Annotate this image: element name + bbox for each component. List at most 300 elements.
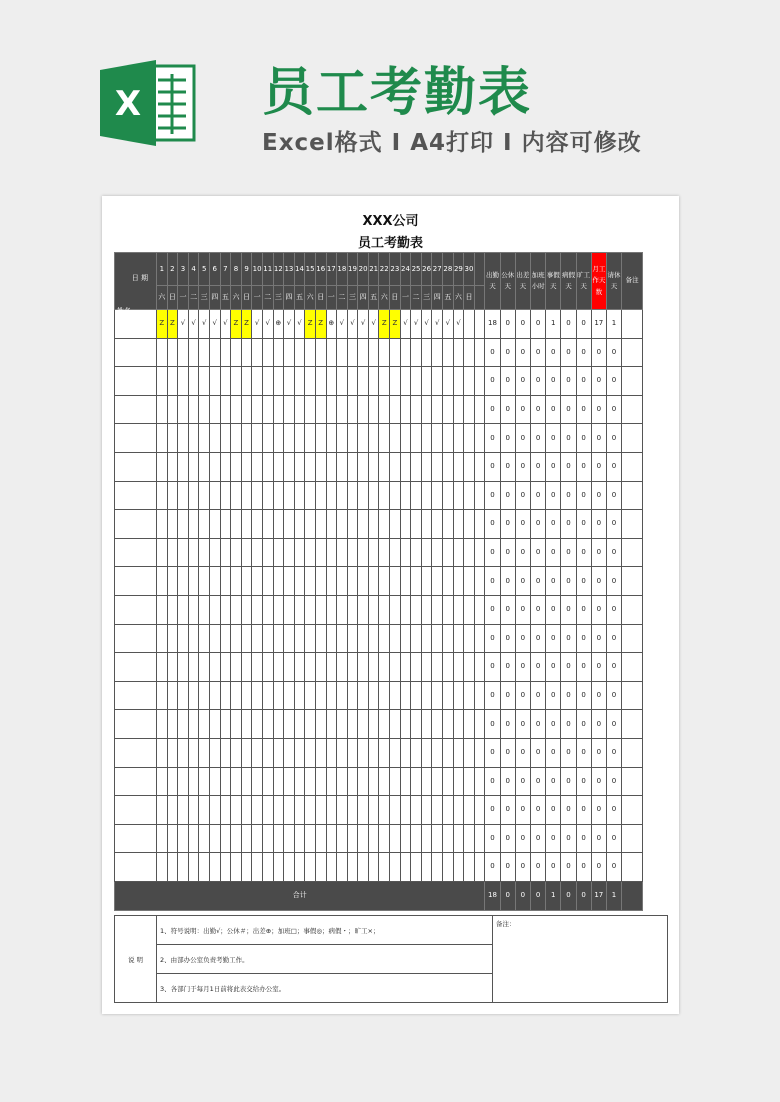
attendance-cell: [273, 796, 284, 825]
attendance-cell: [188, 681, 199, 710]
attendance-cell: [453, 796, 464, 825]
attendance-cell: [326, 824, 337, 853]
summary-cell: 0: [515, 538, 530, 567]
attendance-cell: [358, 681, 369, 710]
attendance-cell: [443, 481, 454, 510]
attendance-cell: [315, 796, 326, 825]
attendance-cell: [379, 738, 390, 767]
attendance-cell: [188, 624, 199, 653]
attendance-cell: [358, 424, 369, 453]
attendance-cell: [432, 738, 443, 767]
employee-name-cell: [115, 738, 157, 767]
attendance-cell: [421, 567, 432, 596]
attendance-cell: [443, 653, 454, 682]
attendance-cell: [284, 338, 295, 367]
summary-cell: 0: [500, 424, 515, 453]
attendance-cell: [421, 624, 432, 653]
attendance-cell: [273, 681, 284, 710]
attendance-sheet: [102, 196, 679, 1014]
weekday-header: 日: [464, 286, 475, 310]
attendance-cell: [178, 452, 189, 481]
day-header: 4: [188, 253, 199, 286]
attendance-cell: [453, 510, 464, 539]
attendance-cell: [474, 567, 485, 596]
attendance-cell: [231, 767, 242, 796]
attendance-cell: [262, 796, 273, 825]
day-header: 3: [178, 253, 189, 286]
summary-cell: 0: [515, 395, 530, 424]
summary-cell: 0: [606, 338, 621, 367]
attendance-cell: [315, 767, 326, 796]
summary-cell: 0: [485, 624, 500, 653]
remark-cell: [622, 338, 643, 367]
attendance-cell: [199, 824, 210, 853]
remark-cell: [622, 767, 643, 796]
attendance-cell: [474, 681, 485, 710]
summary-cell: 0: [606, 624, 621, 653]
day-header: 28: [443, 253, 454, 286]
table-row: [115, 624, 643, 653]
attendance-cell: [273, 395, 284, 424]
weekday-header: 日: [315, 286, 326, 310]
summary-cell: 0: [561, 310, 576, 339]
attendance-cell: [368, 767, 379, 796]
attendance-cell: [411, 681, 422, 710]
attendance-cell: [379, 367, 390, 396]
attendance-cell: [464, 452, 475, 481]
attendance-cell: [421, 853, 432, 882]
attendance-cell: [421, 510, 432, 539]
weekday-header: 二: [188, 286, 199, 310]
attendance-cell: [157, 395, 168, 424]
attendance-cell: ⊕: [273, 310, 284, 339]
summary-cell: 0: [546, 796, 561, 825]
attendance-cell: [220, 367, 231, 396]
attendance-cell: [284, 424, 295, 453]
weekday-header: 五: [294, 286, 305, 310]
attendance-cell: [453, 738, 464, 767]
attendance-cell: [231, 738, 242, 767]
attendance-cell: [443, 824, 454, 853]
attendance-cell: [241, 767, 252, 796]
summary-cell: 0: [546, 624, 561, 653]
summary-cell: 0: [561, 653, 576, 682]
attendance-cell: [315, 338, 326, 367]
attendance-cell: [432, 824, 443, 853]
banner: [0, 0, 780, 195]
attendance-cell: [315, 595, 326, 624]
attendance-cell: [294, 395, 305, 424]
attendance-cell: [474, 796, 485, 825]
attendance-cell: [347, 653, 358, 682]
attendance-cell: ⊕: [326, 310, 337, 339]
attendance-cell: [199, 510, 210, 539]
summary-cell: 0: [606, 824, 621, 853]
attendance-cell: [262, 538, 273, 567]
attendance-cell: [432, 424, 443, 453]
attendance-cell: [411, 538, 422, 567]
attendance-cell: √: [443, 310, 454, 339]
summary-cell: 0: [606, 710, 621, 739]
summary-cell: 0: [561, 824, 576, 853]
attendance-cell: [252, 796, 263, 825]
table-row: [115, 796, 643, 825]
summary-cell: 0: [561, 424, 576, 453]
total-cell: 1: [606, 881, 621, 910]
attendance-cell: [231, 624, 242, 653]
attendance-cell: [273, 824, 284, 853]
attendance-cell: [209, 452, 220, 481]
attendance-cell: [347, 481, 358, 510]
employee-name-cell: [115, 710, 157, 739]
summary-cell: 0: [576, 710, 591, 739]
attendance-cell: [400, 853, 411, 882]
attendance-cell: [400, 653, 411, 682]
attendance-cell: [294, 538, 305, 567]
attendance-cell: [273, 595, 284, 624]
summary-cell: 0: [485, 538, 500, 567]
summary-cell: 0: [606, 367, 621, 396]
attendance-cell: [326, 395, 337, 424]
attendance-cell: [167, 653, 178, 682]
attendance-cell: [379, 796, 390, 825]
attendance-cell: [379, 595, 390, 624]
attendance-cell: [252, 567, 263, 596]
attendance-cell: [167, 481, 178, 510]
attendance-cell: [464, 481, 475, 510]
day-header: 15: [305, 253, 316, 286]
attendance-cell: [432, 367, 443, 396]
attendance-cell: [305, 538, 316, 567]
employee-name-cell: [115, 338, 157, 367]
attendance-cell: [443, 681, 454, 710]
attendance-cell: [432, 767, 443, 796]
remark-cell: [622, 452, 643, 481]
summary-cell: 0: [546, 738, 561, 767]
attendance-cell: [199, 853, 210, 882]
weekday-header: 二: [262, 286, 273, 310]
summary-cell: 0: [561, 338, 576, 367]
attendance-cell: [262, 824, 273, 853]
attendance-cell: [252, 481, 263, 510]
attendance-cell: [453, 710, 464, 739]
total-cell: 17: [591, 881, 606, 910]
attendance-cell: [347, 452, 358, 481]
attendance-cell: [368, 738, 379, 767]
summary-cell: 0: [591, 681, 606, 710]
attendance-cell: [252, 538, 263, 567]
attendance-cell: [157, 624, 168, 653]
attendance-cell: [390, 853, 401, 882]
attendance-cell: [464, 338, 475, 367]
attendance-cell: [390, 452, 401, 481]
summary-cell: 0: [515, 424, 530, 453]
attendance-cell: [252, 452, 263, 481]
attendance-cell: [337, 853, 348, 882]
banner-subtitle: Excel格式 Ⅰ A4打印 Ⅰ 内容可修改: [262, 130, 642, 156]
note-item: 3、各部门于每月1日前将此表交给办公室。: [157, 974, 493, 1003]
attendance-cell: [284, 452, 295, 481]
summary-cell: 0: [530, 310, 545, 339]
summary-cell: 1: [606, 310, 621, 339]
summary-cell: 0: [515, 567, 530, 596]
employee-name-cell: [115, 853, 157, 882]
summary-cell: 0: [606, 681, 621, 710]
day-header: 22: [379, 253, 390, 286]
attendance-cell: [337, 796, 348, 825]
attendance-cell: [178, 538, 189, 567]
summary-cell: 0: [485, 510, 500, 539]
attendance-cell: √: [368, 310, 379, 339]
summary-cell: 0: [530, 653, 545, 682]
attendance-cell: [220, 681, 231, 710]
attendance-cell: [390, 681, 401, 710]
attendance-cell: [443, 452, 454, 481]
weekday-header: 六: [453, 286, 464, 310]
attendance-cell: [305, 567, 316, 596]
attendance-cell: [474, 510, 485, 539]
summary-cell: 0: [500, 853, 515, 882]
attendance-cell: [188, 767, 199, 796]
attendance-cell: [305, 338, 316, 367]
total-cell: 0: [576, 881, 591, 910]
attendance-cell: [390, 538, 401, 567]
weekday-header: 六: [379, 286, 390, 310]
attendance-cell: [464, 853, 475, 882]
attendance-cell: [464, 510, 475, 539]
attendance-cell: [464, 624, 475, 653]
summary-header: 请休天: [606, 253, 621, 310]
attendance-cell: [273, 338, 284, 367]
attendance-cell: [358, 653, 369, 682]
attendance-cell: [390, 767, 401, 796]
attendance-cell: [231, 796, 242, 825]
attendance-cell: [157, 367, 168, 396]
attendance-cell: [411, 824, 422, 853]
attendance-cell: [252, 510, 263, 539]
attendance-cell: [453, 767, 464, 796]
attendance-cell: [157, 595, 168, 624]
attendance-cell: [443, 595, 454, 624]
attendance-cell: [474, 767, 485, 796]
attendance-cell: [474, 367, 485, 396]
attendance-cell: [188, 452, 199, 481]
attendance-cell: [400, 395, 411, 424]
attendance-cell: [400, 824, 411, 853]
attendance-cell: [178, 710, 189, 739]
attendance-cell: [432, 510, 443, 539]
attendance-cell: [220, 567, 231, 596]
summary-cell: 0: [500, 796, 515, 825]
attendance-cell: [379, 853, 390, 882]
corner-name-label: 姓名: [117, 307, 131, 315]
attendance-cell: [390, 738, 401, 767]
attendance-cell: [209, 595, 220, 624]
attendance-cell: [241, 452, 252, 481]
attendance-cell: [347, 681, 358, 710]
attendance-cell: [209, 796, 220, 825]
attendance-cell: [326, 710, 337, 739]
attendance-cell: [443, 767, 454, 796]
attendance-cell: [294, 853, 305, 882]
employee-name-cell: [115, 681, 157, 710]
attendance-cell: [284, 681, 295, 710]
employee-name-cell: [115, 595, 157, 624]
summary-cell: 0: [485, 595, 500, 624]
summary-cell: 0: [576, 338, 591, 367]
total-remark-cell: [622, 881, 643, 910]
table-row: [115, 424, 643, 453]
attendance-cell: [178, 824, 189, 853]
employee-name-cell: [115, 424, 157, 453]
note-item: 2、由部办公室负责考勤工作。: [157, 945, 493, 974]
day-header: 8: [231, 253, 242, 286]
attendance-cell: [252, 710, 263, 739]
attendance-cell: [347, 510, 358, 539]
attendance-cell: [231, 338, 242, 367]
attendance-cell: [400, 710, 411, 739]
attendance-cell: [326, 367, 337, 396]
sheet-title: 员工考勤表: [357, 236, 423, 251]
attendance-cell: [262, 738, 273, 767]
attendance-cell: [453, 595, 464, 624]
day-header: 26: [421, 253, 432, 286]
attendance-cell: √: [337, 310, 348, 339]
attendance-cell: [178, 567, 189, 596]
attendance-cell: Z: [305, 310, 316, 339]
attendance-cell: [358, 367, 369, 396]
attendance-cell: [337, 567, 348, 596]
attendance-cell: [390, 424, 401, 453]
summary-cell: 0: [591, 367, 606, 396]
attendance-cell: [474, 653, 485, 682]
summary-cell: 0: [561, 510, 576, 539]
employee-name-cell: [115, 538, 157, 567]
summary-cell: 0: [500, 510, 515, 539]
summary-cell: 0: [530, 452, 545, 481]
summary-cell: 0: [530, 681, 545, 710]
attendance-cell: √: [294, 310, 305, 339]
attendance-cell: [337, 710, 348, 739]
summary-cell: 0: [576, 681, 591, 710]
summary-cell: 0: [530, 595, 545, 624]
attendance-cell: [199, 452, 210, 481]
attendance-cell: [284, 824, 295, 853]
attendance-cell: [400, 767, 411, 796]
attendance-cell: [474, 452, 485, 481]
attendance-cell: [199, 710, 210, 739]
summary-header: 病假天: [561, 253, 576, 310]
attendance-cell: [400, 738, 411, 767]
attendance-cell: [421, 796, 432, 825]
attendance-cell: [188, 653, 199, 682]
day-header: 20: [358, 253, 369, 286]
summary-header: 公休天: [500, 253, 515, 310]
table-row: [115, 595, 643, 624]
attendance-cell: [273, 653, 284, 682]
attendance-cell: [390, 510, 401, 539]
attendance-cell: [157, 824, 168, 853]
attendance-cell: [305, 595, 316, 624]
summary-cell: 0: [606, 567, 621, 596]
attendance-cell: [199, 624, 210, 653]
summary-cell: 0: [591, 796, 606, 825]
attendance-cell: [379, 538, 390, 567]
table-row: [115, 567, 643, 596]
employee-name-cell: [115, 452, 157, 481]
attendance-cell: [157, 738, 168, 767]
remark-cell: [622, 653, 643, 682]
summary-cell: 0: [606, 796, 621, 825]
summary-cell: 0: [591, 338, 606, 367]
summary-cell: 0: [485, 452, 500, 481]
attendance-cell: [305, 796, 316, 825]
attendance-cell: [178, 738, 189, 767]
attendance-cell: Z: [231, 310, 242, 339]
attendance-cell: [241, 595, 252, 624]
summary-cell: 0: [546, 710, 561, 739]
attendance-cell: [209, 681, 220, 710]
attendance-cell: [231, 595, 242, 624]
attendance-cell: [241, 681, 252, 710]
attendance-cell: [453, 681, 464, 710]
day-header: 23: [390, 253, 401, 286]
attendance-cell: [209, 653, 220, 682]
attendance-cell: √: [252, 310, 263, 339]
attendance-cell: [220, 595, 231, 624]
attendance-cell: [315, 510, 326, 539]
attendance-cell: [199, 595, 210, 624]
attendance-cell: [305, 738, 316, 767]
attendance-cell: [273, 367, 284, 396]
attendance-cell: [347, 424, 358, 453]
attendance-cell: [411, 767, 422, 796]
note-item: 1、符号说明：出勤√；公休＃；出差⊕；加班□；事假◎；病假・；旷工×；: [157, 916, 493, 945]
attendance-cell: [231, 481, 242, 510]
attendance-cell: [368, 824, 379, 853]
summary-cell: 0: [485, 424, 500, 453]
day-header: 19: [347, 253, 358, 286]
attendance-cell: [390, 824, 401, 853]
attendance-cell: [368, 853, 379, 882]
summary-cell: 0: [576, 452, 591, 481]
attendance-cell: [315, 481, 326, 510]
attendance-cell: [347, 338, 358, 367]
summary-cell: 0: [606, 653, 621, 682]
attendance-cell: [358, 710, 369, 739]
attendance-cell: [453, 538, 464, 567]
attendance-cell: [453, 624, 464, 653]
attendance-cell: [443, 624, 454, 653]
attendance-cell: [167, 624, 178, 653]
employee-name-cell: [115, 653, 157, 682]
attendance-cell: [220, 853, 231, 882]
attendance-cell: [199, 338, 210, 367]
summary-cell: 0: [500, 738, 515, 767]
summary-cell: 0: [546, 853, 561, 882]
attendance-cell: √: [284, 310, 295, 339]
day-header: 29: [453, 253, 464, 286]
summary-cell: 0: [576, 367, 591, 396]
table-row: [115, 681, 643, 710]
summary-cell: 0: [530, 367, 545, 396]
summary-cell: 0: [561, 538, 576, 567]
summary-cell: 0: [500, 538, 515, 567]
attendance-cell: [294, 710, 305, 739]
summary-cell: 0: [530, 710, 545, 739]
attendance-cell: [326, 653, 337, 682]
attendance-cell: [167, 595, 178, 624]
